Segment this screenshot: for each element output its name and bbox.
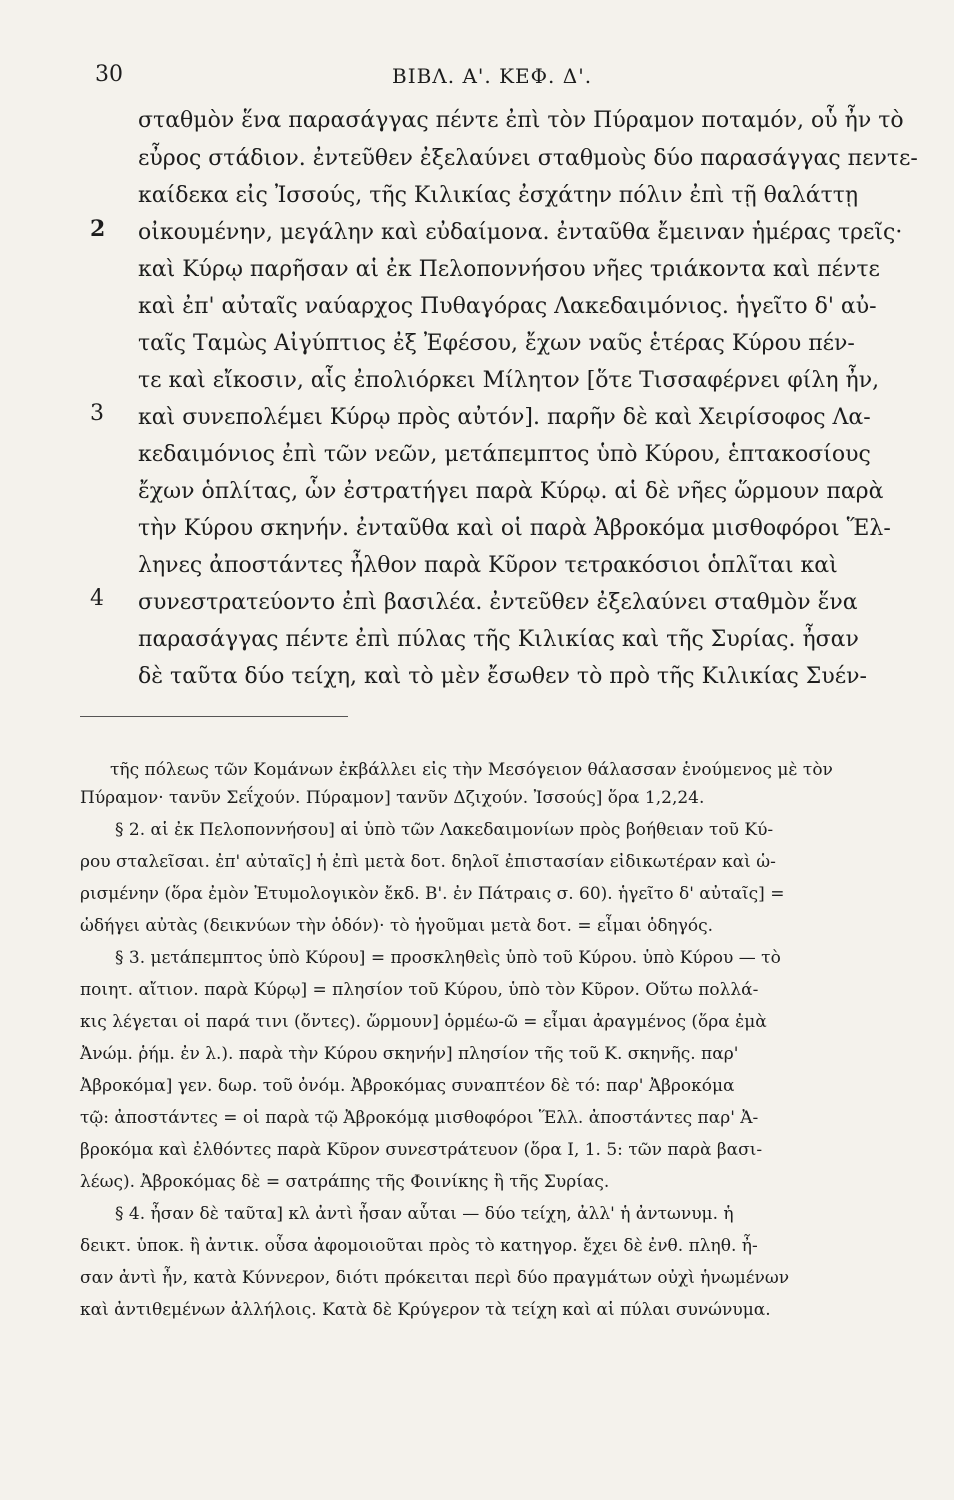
footnote-divider: [80, 716, 348, 717]
note-line: Ἀβροκόμα] γεν. δωρ. τοῦ ὀνόμ. Ἀβροκόμας συναπτέον δὲ τό: παρ' Ἀβροκόμα: [80, 1076, 735, 1096]
note-line: Ἀνώμ. ῥήμ. ἐν λ.). παρὰ τὴν Κύρου σκηνήν] πλησίον τῆς τοῦ Κ. σκηνῆς. παρ': [80, 1044, 739, 1064]
note-line: καὶ ἀντιθεμένων ἀλλήλοις. Κατὰ δὲ Κρύγερον τὰ τείχη καὶ αἱ πύλαι συνώνυμα.: [80, 1300, 771, 1320]
note-line: Πύραμον· τανῦν Σεΐχούν. Πύραμον] τανῦν Δζιχούν. Ἰσσούς] ὅρα 1,2,24.: [80, 788, 705, 808]
text-line: σταθμὸν ἕνα παρασάγγας πέντε ἐπὶ τὸν Πύραμον ποταμόν, οὗ ἦν τὸ: [138, 108, 904, 133]
note-line: σαν ἀντὶ ἦν, κατὰ Κύννερον, διότι πρόκειται περὶ δύο πραγμάτων οὐχὶ ἡνωμένων: [80, 1268, 790, 1288]
text-line: ἔχων ὁπλίτας, ὧν ἐστρατήγει παρὰ Κύρῳ. αἱ δὲ νῆες ὥρμουν παρὰ: [138, 479, 884, 504]
note-line: ὡδήγει αὐτὰς (δεικνύων τὴν ὁδόν)· τὸ ἡγοῦμαι μετὰ δοτ. = εἶμαι ὁδηγός.: [80, 916, 714, 936]
note-line: § 3. μετάπεμπτος ὑπὸ Κύρου] = προσκληθεὶς ὑπὸ τοῦ Κύρου. ὑπὸ Κύρου — τὸ: [115, 948, 781, 968]
text-line: τε καὶ εἴκοσιν, αἷς ἐπολιόρκει Μίλητον [ὅτε Τισσαφέρνει φίλη ἦν,: [138, 368, 880, 393]
page-number: 30: [95, 62, 123, 87]
text-line: οἰκουμένην, μεγάλην καὶ εὐδαίμονα. ἐνταῦθα ἔμειναν ἡμέρας τρεῖς·: [138, 220, 903, 245]
text-line: εὖρος στάδιον. ἐντεῦθεν ἐξελαύνει σταθμοὺς δύο παρασάγγας πεντε-: [138, 146, 918, 171]
note-line: ρου σταλεῖσαι. ἐπ' αὐταῖς] ἡ ἐπὶ μετὰ δοτ. δηλοῖ ἐπιστασίαν εἰδικωτέραν καὶ ὡ-: [80, 852, 776, 872]
running-head: ΒΙΒΛ. Α'. ΚΕΦ. Δ'.: [392, 64, 593, 88]
text-line: καίδεκα εἰς Ἰσσούς, τῆς Κιλικίας ἐσχάτην πόλιν ἐπὶ τῇ θαλάττῃ: [138, 183, 859, 208]
note-line: τῷ: ἀποστάντες = οἱ παρὰ τῷ Ἀβροκόμᾳ μισθοφόροι Ἕλλ. ἀποστάντες παρ' Ἀ-: [80, 1108, 759, 1128]
note-line: βροκόμα καὶ ἐλθόντες παρὰ Κῦρον συνεστράτευον (ὅρα I, 1. 5: τῶν παρὰ βασι-: [80, 1140, 763, 1160]
note-line: ρισμένην (ὅρα ἐμὸν Ἐτυμολογικὸν ἔκδ. Β'. ἐν Πάτραις σ. 60). ἡγεῖτο δ' αὐταῖς] =: [80, 884, 785, 904]
text-line: τὴν Κύρου σκηνήν. ἐνταῦθα καὶ οἱ παρὰ Ἀβροκόμα μισθοφόροι Ἕλ-: [138, 516, 891, 541]
note-line: τῆς πόλεως τῶν Κομάνων ἐκβάλλει εἰς τὴν Μεσόγειον θάλασσαν ἑνούμενος μὲ τὸν: [110, 760, 833, 780]
text-line: ληνες ἀποστάντες ἦλθον παρὰ Κῦρον τετρακόσιοι ὁπλῖται καὶ: [138, 553, 838, 578]
note-line: § 2. αἱ ἐκ Πελοποννήσου] αἱ ὑπὸ τῶν Λακεδαιμονίων πρὸς βοήθειαν τοῦ Κύ-: [115, 820, 774, 840]
text-line: καὶ ἐπ' αὐταῖς ναύαρχος Πυθαγόρας Λακεδαιμόνιος. ἡγεῖτο δ' αὐ-: [138, 294, 877, 319]
section-number: 4: [90, 586, 104, 611]
text-line: παρασάγγας πέντε ἐπὶ πύλας τῆς Κιλικίας καὶ τῆς Συρίας. ἦσαν: [138, 627, 859, 652]
text-line: καὶ συνεπολέμει Κύρῳ πρὸς αὐτόν]. παρῆν δὲ καὶ Χειρίσοφος Λα-: [138, 405, 871, 430]
text-line: δὲ ταῦτα δύο τείχη, καὶ τὸ μὲν ἔσωθεν τὸ πρὸ τῆς Κιλικίας Συέν-: [138, 664, 867, 689]
text-line: κεδαιμόνιος ἐπὶ τῶν νεῶν, μετάπεμπτος ὑπὸ Κύρου, ἑπτακοσίους: [138, 442, 871, 467]
text-line: συνεστρατεύοντο ἐπὶ βασιλέα. ἐντεῦθεν ἐξελαύνει σταθμὸν ἕνα: [138, 590, 858, 615]
page-header: [0, 62, 954, 92]
section-number: 3: [90, 401, 104, 426]
note-line: δεικτ. ὑποκ. ἢ ἀντικ. οὖσα ἀφομοιοῦται πρὸς τὸ κατηγορ. ἔχει δὲ ἐνθ. πληθ. ἦ-: [80, 1236, 758, 1256]
text-line: ταῖς Ταμὼς Αἰγύπτιος ἐξ Ἐφέσου, ἔχων ναῦς ἑτέρας Κύρου πέν-: [138, 331, 855, 356]
note-line: κις λέγεται οἱ παρά τινι (ὄντες). ὥρμουν] ὁρμέω-ῶ = εἶμαι ἀραγμένος (ὅρα ἐμὰ: [80, 1012, 767, 1032]
note-line: § 4. ἦσαν δὲ ταῦτα] κλ ἀντὶ ἦσαν αὗται — δύο τείχη, ἀλλ' ἡ ἀντωνυμ. ἡ: [115, 1204, 734, 1224]
note-line: λέως). Ἀβροκόμας δὲ = σατράπης τῆς Φοινίκης ἢ τῆς Συρίας.: [80, 1172, 610, 1192]
section-number: 2: [90, 216, 106, 242]
text-line: καὶ Κύρῳ παρῆσαν αἱ ἐκ Πελοποννήσου νῆες τριάκοντα καὶ πέντε: [138, 257, 880, 282]
note-line: ποιητ. αἴτιον. παρὰ Κύρῳ] = πλησίον τοῦ Κύρου, ὑπὸ τὸν Κῦρον. Οὕτω πολλά-: [80, 980, 759, 1000]
